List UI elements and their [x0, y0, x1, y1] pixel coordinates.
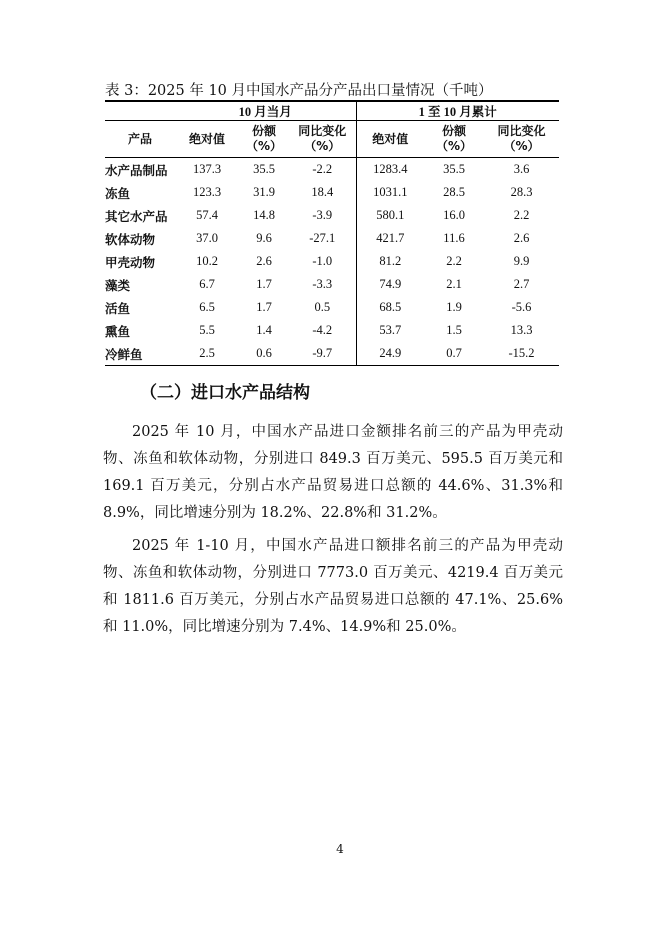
product-name-cell: 冷鲜鱼 — [105, 342, 175, 366]
value-cell: 18.4 — [289, 181, 356, 204]
value-cell: 16.0 — [443, 208, 465, 222]
section-heading: （二）进口水产品结构 — [140, 383, 310, 403]
value-cell: -3.3 — [289, 273, 356, 296]
column-header — [239, 121, 289, 158]
value-cell: -3.9 — [289, 204, 356, 227]
table-row — [105, 204, 559, 227]
value-cell: -9.7 — [289, 342, 356, 366]
table-row — [105, 319, 559, 342]
column-header — [289, 121, 356, 158]
column-header-line: （%） — [304, 139, 341, 153]
table-row — [105, 296, 559, 319]
paragraph-2: 2025 年 1-10 月，中国水产品进口额排名前三的产品为甲壳动物、冻鱼和软体动物，分别进口 7773.0 百万美元、4219.4 百万美元和 1811.6 百万美元，分别占水产品贸易进口总额的 47.1%、25.6%和 11.0%，同比增速分别为 7.4%、14.9%和 25.0%。 — [103, 538, 563, 635]
column-header — [105, 121, 175, 158]
product-name-cell: 软体动物 — [105, 231, 156, 247]
value-cell: 2.2 — [446, 254, 462, 268]
product-name-cell: 藻类 — [105, 277, 131, 293]
value-cell: 68.5 — [379, 300, 402, 314]
value-cell: 2.5 — [175, 342, 239, 366]
value-cell: 2.6 — [256, 254, 272, 268]
value-cell: 1283.4 — [373, 162, 408, 176]
value-cell: 31.9 — [253, 185, 275, 199]
value-cell: 35.5 — [443, 162, 465, 176]
group-header-month: 10 月当月 — [175, 101, 356, 121]
column-header — [484, 121, 559, 158]
group-header-row — [105, 101, 559, 121]
value-cell: 1.7 — [256, 300, 272, 314]
table-row — [105, 158, 559, 182]
value-cell: 81.2 — [379, 254, 402, 268]
value-cell: 74.9 — [379, 277, 402, 291]
product-name-cell: 其它水产品 — [105, 208, 168, 224]
value-cell: 5.5 — [199, 323, 215, 337]
value-cell: -2.2 — [289, 158, 356, 182]
value-cell: 0.5 — [289, 296, 356, 319]
table-caption: 表 3：2025 年 10 月中国水产品分产品出口量情况（千吨） — [105, 83, 493, 99]
product-name-cell: 活鱼 — [105, 300, 131, 316]
column-header-line: （%） — [503, 139, 540, 153]
value-cell: 580.1 — [376, 208, 405, 222]
table-body — [105, 158, 559, 366]
table-row — [105, 273, 559, 296]
product-name-cell: 熏鱼 — [105, 323, 131, 339]
value-cell: 0.7 — [424, 342, 484, 366]
product-name-cell: 冻鱼 — [105, 185, 131, 201]
value-cell: 14.8 — [253, 208, 275, 222]
column-header-line: 绝对值 — [372, 131, 409, 146]
value-cell: -27.1 — [289, 227, 356, 250]
value-cell: 37.0 — [196, 231, 218, 245]
value-cell: -1.0 — [289, 250, 356, 273]
value-cell: 1.5 — [446, 323, 462, 337]
value-cell: 6.7 — [199, 277, 215, 291]
column-header-line: 同比变化 — [497, 124, 546, 138]
value-cell: 2.7 — [513, 277, 530, 291]
column-header — [424, 121, 484, 158]
group-header-cumulative: 1 至 10 月累计 — [356, 101, 559, 121]
value-cell: -5.6 — [511, 300, 532, 314]
value-cell: 24.9 — [356, 342, 424, 366]
export-table — [105, 100, 559, 366]
column-header-row — [105, 121, 559, 158]
table-row — [105, 342, 559, 366]
value-cell: 9.9 — [513, 254, 530, 268]
column-header-line: 份额 — [251, 124, 276, 138]
value-cell: 137.3 — [192, 162, 222, 176]
value-cell: 11.6 — [443, 231, 465, 245]
table-row — [105, 181, 559, 204]
value-cell: 57.4 — [196, 208, 218, 222]
page-number: 4 — [336, 842, 344, 856]
value-cell: 123.3 — [192, 185, 222, 199]
value-cell: 35.5 — [253, 162, 275, 176]
value-cell: 13.3 — [510, 323, 533, 337]
value-cell: 3.6 — [513, 162, 530, 176]
value-cell: 6.5 — [199, 300, 215, 314]
column-header-line: 同比变化 — [298, 124, 347, 138]
value-cell: 1.7 — [256, 277, 272, 291]
value-cell: 0.6 — [239, 342, 289, 366]
value-cell: 1.9 — [446, 300, 462, 314]
column-header — [356, 121, 424, 158]
value-cell: -15.2 — [484, 342, 559, 366]
value-cell: 1.4 — [256, 323, 272, 337]
column-header-line: 绝对值 — [188, 131, 225, 146]
value-cell: 28.5 — [443, 185, 465, 199]
value-cell: 2.6 — [513, 231, 530, 245]
column-header-line: 份额 — [441, 124, 466, 138]
value-cell: 421.7 — [376, 231, 405, 245]
value-cell: 2.2 — [513, 208, 530, 222]
value-cell: 28.3 — [510, 185, 533, 199]
column-header-line: 产品 — [127, 131, 152, 146]
product-name-cell: 水产品制品 — [105, 162, 168, 178]
value-cell: 2.1 — [446, 277, 462, 291]
product-name-cell: 甲壳动物 — [105, 254, 156, 270]
column-header — [175, 121, 239, 158]
table-row — [105, 250, 559, 273]
value-cell: 9.6 — [256, 231, 272, 245]
table-row — [105, 227, 559, 250]
value-cell: 53.7 — [379, 323, 402, 337]
paragraph-1: 2025 年 10 月，中国水产品进口金额排名前三的产品为甲壳动物、冻鱼和软体动物，分别进口 849.3 百万美元、595.5 百万美元和 169.1 百万美元，分别占水产品贸易进口总额的 44.6%、31.3%和 8.9%，同比增速分别为 18.2%、22.8%和 31.2%。 — [103, 424, 563, 521]
column-header-line: （%） — [435, 139, 473, 153]
value-cell: 10.2 — [196, 254, 218, 268]
column-header-line: （%） — [245, 139, 283, 153]
value-cell: 1031.1 — [373, 185, 408, 199]
value-cell: -4.2 — [289, 319, 356, 342]
